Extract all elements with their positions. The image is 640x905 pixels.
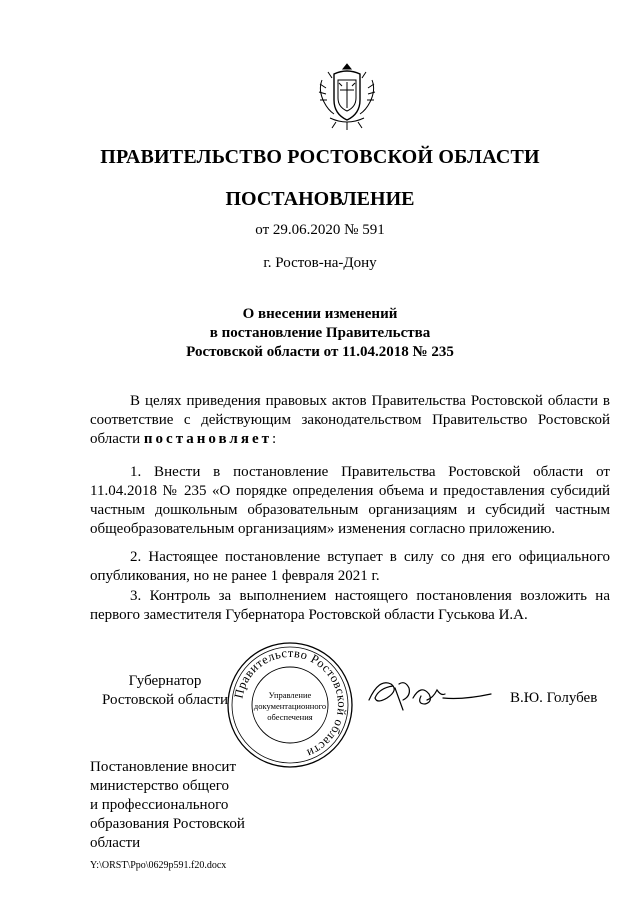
submitter-note: [90, 758, 270, 853]
signer-title-line: Ростовской области: [102, 692, 228, 708]
city-line: г. Ростов-на-Дону: [263, 255, 377, 271]
submitter-line: образования Ростовской: [90, 816, 245, 832]
clause-1: 1. Внести в постановление Правительства Ростовской области от 11.04.2018 № 235 «О порядке определения объема и предоставления субсидий частным дошкольным образовательным организациям и субсидий частным общеобразовательным организациям» изменения согласно приложению.: [90, 464, 610, 537]
signer-title: [90, 672, 240, 710]
official-seal: [225, 640, 355, 770]
stamp-center-text: Управление: [268, 690, 312, 700]
submitter-line: и профессионального: [90, 797, 229, 813]
subject-line: Ростовской области от 11.04.2018 № 235: [186, 344, 454, 360]
stamp-center-text: документационного: [253, 701, 327, 711]
intro-text: В целях приведения правовых актов Правительства Ростовской области в соответствие с действующим законодательством Правительство Ростовской области: [90, 393, 610, 447]
subject-line: О внесении изменений: [242, 306, 398, 322]
government-title: ПРАВИТЕЛЬСТВО РОСТОВСКОЙ ОБЛАСТИ: [100, 146, 540, 168]
document-type: ПОСТАНОВЛЕНИЕ: [225, 188, 415, 210]
stamp-center-text: обеспечения: [267, 712, 313, 722]
clause-3: 3. Контроль за выполнением настоящего постановления возложить на первого заместителя Губернатора Ростовской области Гуськова И.А.: [90, 588, 610, 623]
clause-2: 2. Настоящее постановление вступает в силу со дня его официального опубликования, но не ранее 1 февраля 2021 г.: [90, 549, 610, 584]
intro-paragraph: [90, 392, 610, 449]
submitter-line: Постановление вносит: [90, 759, 237, 775]
submitter-line: области: [90, 835, 141, 851]
stamp-ring-text: Правительство Ростовской области: [231, 645, 350, 761]
signer-name: В.Ю. Голубев: [510, 690, 598, 706]
intro-colon: :: [272, 431, 277, 447]
subject-line: в постановление Правительства: [209, 325, 431, 341]
handwritten-signature: [365, 670, 495, 720]
coat-of-arms-icon: [316, 60, 378, 132]
file-path: Y:\ORST\Ppo\0629p591.f20.docx: [90, 860, 227, 871]
intro-emphasis: постановляет: [143, 431, 272, 447]
signer-title-line: Губернатор: [128, 673, 202, 689]
date-number-line: от 29.06.2020 № 591: [255, 222, 385, 238]
document-subject: [0, 305, 640, 362]
submitter-line: министерство общего: [90, 778, 230, 794]
